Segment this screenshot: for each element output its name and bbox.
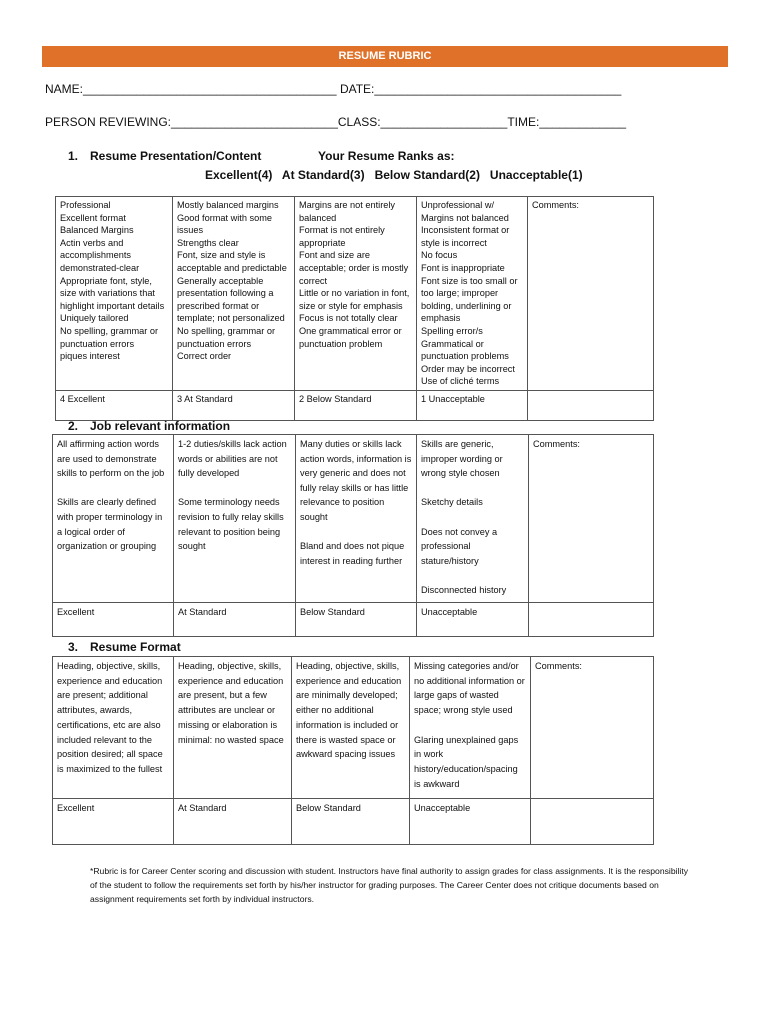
rating-comments bbox=[529, 603, 654, 637]
criteria-below-standard: Heading, objective, skills, experience and education are minimally developed; either no additional information is included or there is wasted space or awkward spacing issues bbox=[292, 657, 410, 799]
rating-row bbox=[53, 603, 654, 637]
criteria-at-standard: 1-2 duties/skills lack action words or abilities are not fully developed Some terminology needs revision to fully relay skills relevant to position being sought bbox=[174, 435, 296, 603]
comments-cell: Comments: bbox=[531, 657, 654, 799]
rating-excellent: Excellent bbox=[53, 603, 174, 637]
criteria-unacceptable: Unprofessional w/ Margins not balanced Inconsistent format or style is incorrect No focus Font is inappropriate Font size is too small or too large; improper bolding, underlining or emphasis Spelling error/s Grammatical or punctuation problems Order may be incorrect Use of cliché terms bbox=[417, 197, 528, 391]
section-3-number: 3. bbox=[68, 640, 79, 654]
rating-excellent: Excellent bbox=[53, 799, 174, 845]
rating-at-standard: At Standard bbox=[174, 799, 292, 845]
rating-at-standard: 3 At Standard bbox=[173, 390, 295, 420]
criteria-excellent: All affirming action words are used to demonstrate skills to perform on the job Skills are clearly defined with proper terminology in a logical order of organization or grouping bbox=[53, 435, 174, 603]
criteria-at-standard: Mostly balanced margins Good format with some issues Strengths clear Font, size and style is acceptable and predictable Generally acceptable presentation following a prescribed format or template; not personalized No spelling, grammar or punctuation errors Correct order bbox=[173, 197, 295, 391]
section-1-title bbox=[68, 149, 261, 163]
rating-comments bbox=[531, 799, 654, 845]
reviewer-class-time-line: PERSON REVIEWING:_________________________CLASS:___________________TIME:_____________ bbox=[45, 115, 627, 129]
ranks-heading: Your Resume Ranks as: bbox=[318, 149, 455, 163]
rating-excellent: 4 Excellent bbox=[56, 390, 173, 420]
section-3-label: Resume Format bbox=[90, 640, 181, 654]
rating-unacceptable: Unacceptable bbox=[417, 603, 529, 637]
criteria-row bbox=[53, 435, 654, 603]
criteria-excellent: Professional Excellent format Balanced Margins Actin verbs and accomplishments demonstrated-clear Appropriate font, style, size with variations that highlight important details Uniquely tailored No spelling, grammar or punctuation errors piques interest bbox=[56, 197, 173, 391]
rating-below-standard: 2 Below Standard bbox=[295, 390, 417, 420]
section-2-label: Job relevant information bbox=[90, 419, 231, 433]
criteria-unacceptable: Missing categories and/or no additional information or large gaps of wasted space; wrong style used Glaring unexplained gaps in work history/education/spacing is awkward bbox=[410, 657, 531, 799]
criteria-below-standard: Margins are not entirely balanced Format is not entirely appropriate Font and size are acceptable; order is mostly correct Little or no variation in font, size or style for emphasis Focus is not totally clear One grammatical error or punctuation problem bbox=[295, 197, 417, 391]
rating-row bbox=[56, 390, 654, 420]
ranks-scale: Excellent(4) At Standard(3) Below Standard(2) Unacceptable(1) bbox=[205, 168, 583, 182]
section-2-title bbox=[68, 419, 230, 433]
rating-below-standard: Below Standard bbox=[296, 603, 417, 637]
name-date-line: NAME:______________________________________ DATE:_____________________________________ bbox=[45, 82, 622, 96]
rating-comments bbox=[528, 390, 654, 420]
comments-cell: Comments: bbox=[529, 435, 654, 603]
section-2-number: 2. bbox=[68, 419, 79, 433]
criteria-unacceptable: Skills are generic, improper wording or wrong style chosen Sketchy details Does not convey a professional stature/history Disconnected history bbox=[417, 435, 529, 603]
criteria-excellent: Heading, objective, skills, experience and education are present; additional attributes, awards, certifications, etc are also included relevant to the position desired; all space is maximized to the fullest bbox=[53, 657, 174, 799]
criteria-below-standard: Many duties or skills lack action words, information is very generic and does not fully relay skills or has little relevance to position sought Bland and does not pique interest in reading further bbox=[296, 435, 417, 603]
section-3-table bbox=[52, 656, 654, 845]
section-1-table bbox=[55, 196, 654, 421]
footnote: *Rubric is for Career Center scoring and discussion with student. Instructors have final authority to assign grades for class assignments. It is the responsibility of the student to follow the requirements set forth by his/her instructor for grading purposes. The Career Center does not critique documents based on assignment requirements set forth by individual instructors. bbox=[90, 866, 689, 904]
criteria-at-standard: Heading, objective, skills, experience and education are present, but a few attributes are unclear or missing or elaboration is minimal: no wasted space bbox=[174, 657, 292, 799]
rating-below-standard: Below Standard bbox=[292, 799, 410, 845]
rating-unacceptable: Unacceptable bbox=[410, 799, 531, 845]
comments-cell: Comments: bbox=[528, 197, 654, 391]
criteria-row bbox=[53, 657, 654, 799]
section-2-table bbox=[52, 434, 654, 637]
section-1-label: Resume Presentation/Content bbox=[90, 149, 262, 163]
rating-at-standard: At Standard bbox=[174, 603, 296, 637]
rating-unacceptable: 1 Unacceptable bbox=[417, 390, 528, 420]
criteria-row bbox=[56, 197, 654, 391]
section-3-title bbox=[68, 640, 181, 654]
section-1-number: 1. bbox=[68, 149, 79, 163]
rubric-title-banner: RESUME RUBRIC bbox=[42, 46, 728, 67]
rating-row bbox=[53, 799, 654, 845]
